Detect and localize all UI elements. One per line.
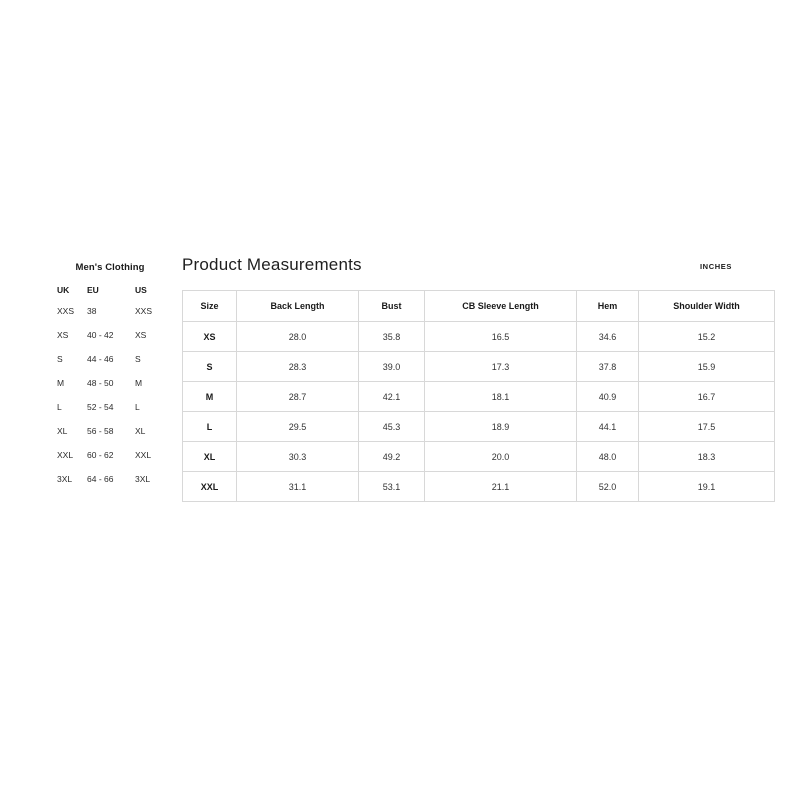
meas-header-cb-sleeve-length: CB Sleeve Length [425, 291, 577, 322]
table-row [183, 442, 775, 472]
conv-cell-uk: XXS [57, 306, 75, 316]
table-row [55, 419, 165, 443]
meas-cell-hem: 34.6 [577, 322, 639, 352]
meas-header-size: Size [183, 291, 237, 322]
meas-cell-back-length: 31.1 [237, 472, 359, 502]
conv-cell-us: XS [135, 330, 147, 340]
size-conversion-title: Men's Clothing [75, 262, 145, 273]
table-header-row [55, 281, 165, 299]
meas-cell-shoulder-width: 17.5 [639, 412, 775, 442]
meas-cell-back-length: 28.0 [237, 322, 359, 352]
table-row [55, 323, 165, 347]
size-conversion-table [55, 281, 165, 491]
meas-cell-bust: 42.1 [359, 382, 425, 412]
table-row [55, 395, 165, 419]
conv-cell-eu: 52 - 54 [87, 402, 114, 412]
meas-cell-hem: 44.1 [577, 412, 639, 442]
conv-cell-uk: XL [57, 426, 68, 436]
conv-cell-uk: 3XL [57, 474, 73, 484]
meas-cell-back-length: 29.5 [237, 412, 359, 442]
meas-cell-cb-sleeve-length: 17.3 [425, 352, 577, 382]
conv-header-us: US [135, 285, 147, 295]
meas-cell-shoulder-width: 15.9 [639, 352, 775, 382]
table-row [183, 382, 775, 412]
conv-cell-eu: 48 - 50 [87, 378, 114, 388]
conv-cell-eu: 64 - 66 [87, 474, 114, 484]
meas-cell-size: L [183, 412, 237, 442]
conv-cell-us: M [135, 378, 143, 388]
conv-header-uk: UK [57, 285, 70, 295]
table-row [55, 443, 165, 467]
conv-cell-eu: 44 - 46 [87, 354, 114, 364]
conv-cell-uk: S [57, 354, 63, 364]
conv-cell-eu: 56 - 58 [87, 426, 114, 436]
meas-header-hem: Hem [577, 291, 639, 322]
table-row [55, 347, 165, 371]
conv-header-eu: EU [87, 285, 99, 295]
meas-cell-shoulder-width: 18.3 [639, 442, 775, 472]
units-label: INCHES [700, 262, 732, 271]
conv-cell-uk: L [57, 402, 62, 412]
meas-cell-bust: 53.1 [359, 472, 425, 502]
meas-cell-size: S [183, 352, 237, 382]
conv-cell-uk: XXL [57, 450, 74, 460]
conv-cell-us: L [135, 402, 140, 412]
meas-cell-back-length: 30.3 [237, 442, 359, 472]
meas-cell-bust: 49.2 [359, 442, 425, 472]
meas-cell-hem: 40.9 [577, 382, 639, 412]
size-conversion-panel [55, 262, 165, 491]
meas-cell-cb-sleeve-length: 18.1 [425, 382, 577, 412]
product-measurements-table [182, 290, 775, 502]
meas-cell-cb-sleeve-length: 21.1 [425, 472, 577, 502]
meas-cell-bust: 35.8 [359, 322, 425, 352]
meas-cell-shoulder-width: 16.7 [639, 382, 775, 412]
meas-cell-cb-sleeve-length: 18.9 [425, 412, 577, 442]
meas-header-bust: Bust [359, 291, 425, 322]
conv-cell-us: XXL [135, 450, 152, 460]
meas-cell-cb-sleeve-length: 20.0 [425, 442, 577, 472]
meas-cell-back-length: 28.3 [237, 352, 359, 382]
conv-cell-us: 3XL [135, 474, 151, 484]
meas-header-back-length: Back Length [237, 291, 359, 322]
conv-cell-eu: 60 - 62 [87, 450, 114, 460]
table-row [183, 322, 775, 352]
meas-cell-hem: 52.0 [577, 472, 639, 502]
conv-cell-uk: XS [57, 330, 69, 340]
conv-cell-us: S [135, 354, 141, 364]
meas-cell-size: XS [183, 322, 237, 352]
table-header-row [183, 291, 775, 322]
meas-cell-hem: 37.8 [577, 352, 639, 382]
meas-cell-size: XL [183, 442, 237, 472]
meas-cell-bust: 45.3 [359, 412, 425, 442]
conv-cell-us: XL [135, 426, 146, 436]
product-measurements-panel [182, 290, 746, 502]
meas-cell-hem: 48.0 [577, 442, 639, 472]
conv-cell-us: XXS [135, 306, 153, 316]
meas-cell-bust: 39.0 [359, 352, 425, 382]
table-row [183, 412, 775, 442]
page-title: Product Measurements [182, 255, 362, 274]
meas-cell-shoulder-width: 19.1 [639, 472, 775, 502]
table-row [55, 299, 165, 323]
conv-cell-eu: 38 [87, 306, 97, 316]
table-row [183, 472, 775, 502]
meas-cell-size: XXL [183, 472, 237, 502]
conv-cell-uk: M [57, 378, 65, 388]
meas-cell-size: M [183, 382, 237, 412]
conv-cell-eu: 40 - 42 [87, 330, 114, 340]
meas-header-shoulder-width: Shoulder Width [639, 291, 775, 322]
table-row [183, 352, 775, 382]
meas-cell-shoulder-width: 15.2 [639, 322, 775, 352]
table-row [55, 371, 165, 395]
meas-cell-cb-sleeve-length: 16.5 [425, 322, 577, 352]
table-row [55, 467, 165, 491]
meas-cell-back-length: 28.7 [237, 382, 359, 412]
